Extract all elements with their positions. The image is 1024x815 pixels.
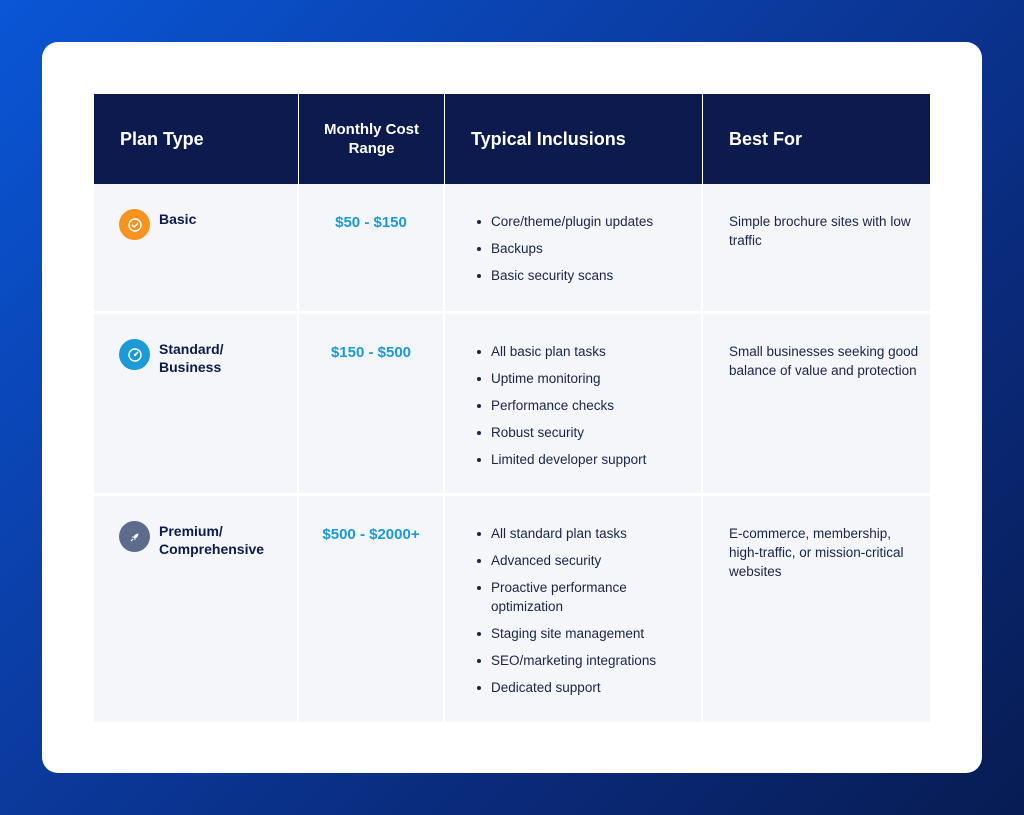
list-item: Backups bbox=[477, 239, 692, 258]
price-cell bbox=[299, 496, 445, 722]
best-for-text: E-commerce, membership, high-traffic, or mission-critical websites bbox=[729, 526, 904, 579]
plan-cell bbox=[94, 314, 299, 496]
list-item: SEO/marketing integrations bbox=[477, 651, 692, 670]
header-plan-type: Plan Type bbox=[94, 94, 299, 184]
inclusions-cell bbox=[445, 314, 703, 496]
inclusions-list bbox=[477, 342, 692, 477]
list-item: Robust security bbox=[477, 423, 692, 442]
inclusions-list bbox=[477, 212, 692, 293]
best-for-cell bbox=[703, 496, 930, 722]
table-row bbox=[94, 184, 930, 314]
list-item: All basic plan tasks bbox=[477, 342, 692, 361]
list-item: Uptime monitoring bbox=[477, 369, 692, 388]
table-header-row bbox=[94, 94, 930, 184]
best-for-cell bbox=[703, 184, 930, 314]
gauge-icon bbox=[119, 339, 150, 370]
table-row bbox=[94, 496, 930, 722]
plan-name: Premium/ Comprehensive bbox=[159, 523, 265, 557]
plan-cell bbox=[94, 496, 299, 722]
best-for-cell bbox=[703, 314, 930, 496]
plan-name: Standard/ Business bbox=[159, 341, 224, 375]
list-item: Core/theme/plugin updates bbox=[477, 212, 692, 231]
header-monthly-cost bbox=[299, 94, 445, 184]
content-card bbox=[42, 42, 982, 773]
rocket-icon bbox=[119, 521, 150, 552]
plan-cell bbox=[94, 184, 299, 314]
best-for-text: Small businesses seeking good balance of value and protection bbox=[729, 344, 919, 378]
list-item: Limited developer support bbox=[477, 450, 692, 469]
table-row bbox=[94, 314, 930, 496]
check-circle-icon bbox=[119, 209, 150, 240]
list-item: Staging site management bbox=[477, 624, 692, 643]
list-item: Dedicated support bbox=[477, 678, 692, 697]
price-range: $150 - $500 bbox=[330, 344, 412, 361]
inclusions-cell bbox=[445, 184, 703, 314]
header-typical-inclusions: Typical Inclusions bbox=[445, 94, 703, 184]
header-monthly-cost-label: Monthly Cost Range bbox=[324, 121, 419, 157]
price-cell bbox=[299, 314, 445, 496]
header-best-for: Best For bbox=[703, 94, 930, 184]
price-range: $500 - $2000+ bbox=[322, 526, 420, 543]
pricing-table bbox=[94, 94, 930, 722]
list-item: Basic security scans bbox=[477, 266, 692, 285]
list-item: Advanced security bbox=[477, 551, 692, 570]
plan-label bbox=[119, 340, 289, 376]
best-for-text: Simple brochure sites with low traffic bbox=[729, 214, 911, 248]
price-range: $50 - $150 bbox=[335, 214, 407, 231]
plan-name: Basic bbox=[159, 211, 197, 227]
list-item: Proactive performance optimization bbox=[477, 578, 692, 616]
inclusions-list bbox=[477, 524, 692, 705]
price-cell bbox=[299, 184, 445, 314]
list-item: Performance checks bbox=[477, 396, 692, 415]
list-item: All standard plan tasks bbox=[477, 524, 692, 543]
plan-label bbox=[119, 522, 289, 558]
plan-label bbox=[119, 210, 289, 240]
inclusions-cell bbox=[445, 496, 703, 722]
